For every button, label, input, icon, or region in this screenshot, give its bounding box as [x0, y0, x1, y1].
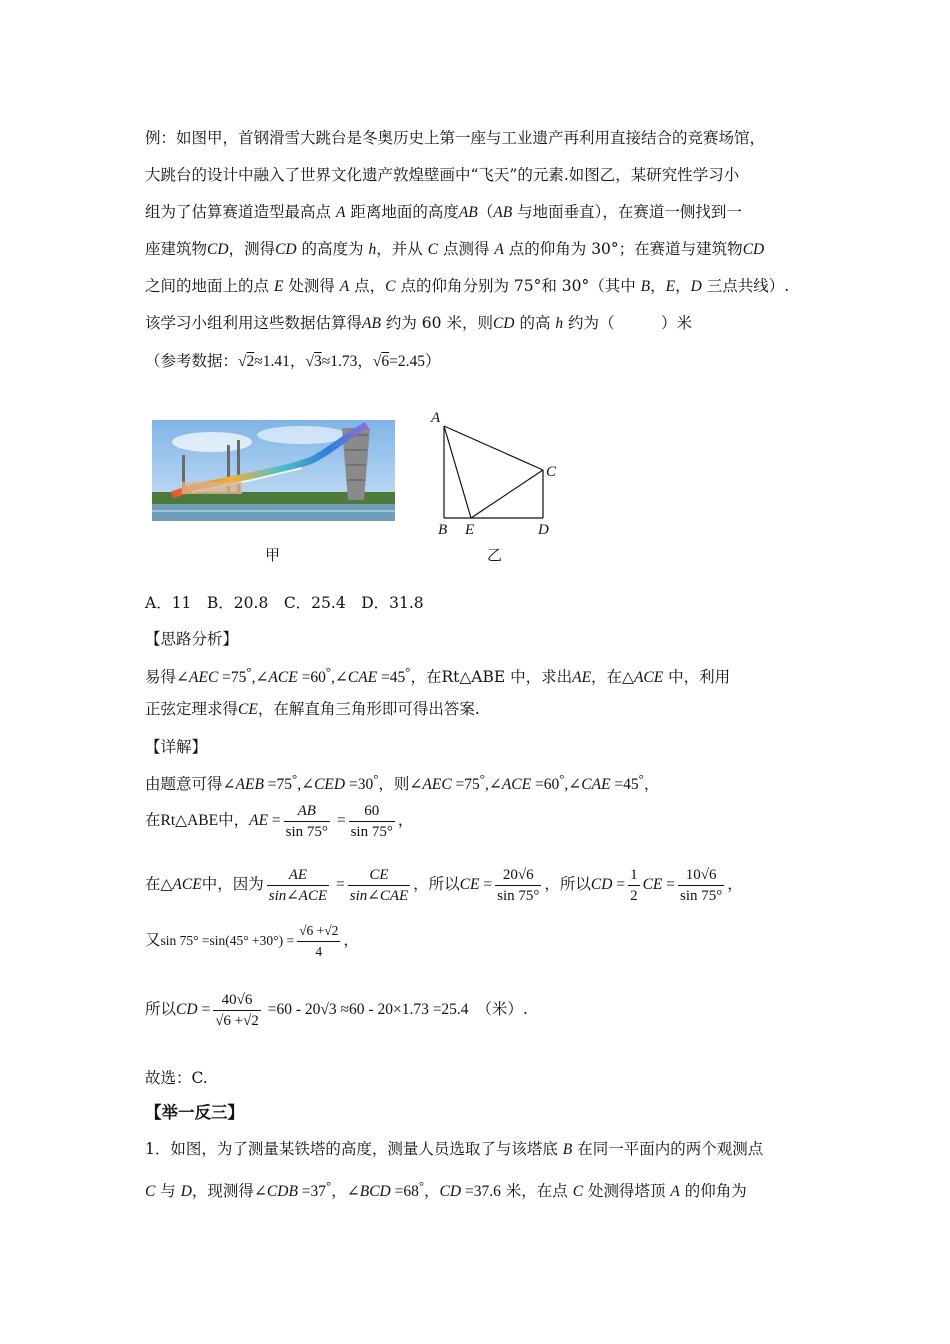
- example-line-6: 该学习小组利用这些数据估算得AB 约为 60 米，则CD 的高 h 约为（ ）米: [145, 314, 693, 332]
- figure-caption-jia: 甲: [265, 546, 281, 564]
- detail-heading: 【详解】: [145, 738, 208, 756]
- detail-line-2: 在Rt△ABE中，AE = $\frac{AB}{\sin 75^\circ}$ = $\frac{60}{\sin 75^\circ}$ ，: [145, 802, 414, 840]
- label-a: A: [431, 410, 441, 426]
- example-line-5: 之间的地面上的点 E 处测得 A 点，C 点的仰角分别为 75°和 30°（其中 B，E，D 三点共线）.: [145, 277, 790, 295]
- detail-line-1: 由题意可得∠AEB =75°,∠CED =30°，则∠AEC =75°,∠ACE =60°,∠CAE =45°，: [145, 771, 660, 794]
- example-line-1: 例：如图甲，首钢滑雪大跳台是冬奥历史上第一座与工业遗产再利用直接结合的竞赛场馆，: [145, 129, 766, 147]
- segment-ec: [471, 470, 543, 518]
- reference-data: （参考数据：√2≈1.41，√3≈1.73，√6=2.45）: [145, 352, 441, 370]
- label-d: D: [538, 522, 549, 538]
- label-c: C: [546, 464, 557, 480]
- label-e: E: [465, 522, 475, 538]
- segment-ac: [444, 426, 543, 470]
- detail-line-5: 所以CD = $\frac{40√6}{√6 +√2}$ =60 - 20√3 ≈60 - 20×1.73 =25.4 （米）.: [145, 991, 528, 1029]
- example-line-2: 大跳台的设计中融入了世界文化遗产敦煌壁画中“飞天”的元素.如图乙，某研究性学习小: [145, 166, 740, 184]
- label-b: B: [438, 522, 448, 538]
- practice-heading: 【举一反三】: [145, 1103, 244, 1122]
- example-line-3: 组为了估算赛道造型最高点 A 距离地面的高度AB（AB 与地面垂直），在赛道一侧找到一: [145, 203, 742, 221]
- figure-caption-yi: 乙: [487, 546, 503, 564]
- detail-line-3: 在△ACE中，因为 $\frac{AE}{\text{sin∠ACE}}$ = $\frac{CE}{\text{sin∠CAE}}$ ，所以CE = $\frac{20√6}{\sin 75^\circ}$ ，所以CD = $\frac{1}{2}$ CE = $\frac{10√6}{\sin 75^\circ}$ ，: [145, 866, 743, 904]
- example-line-4: 座建筑物CD，测得CD 的高度为 h，并从 C 点测得 A 点的仰角为 30°；在赛道与建筑物CD: [145, 240, 765, 258]
- segment-ae: [444, 426, 471, 518]
- practice-line-2: C 与 D，现测得∠CDB =37°，∠BCD =68°，CD =37.6 米，在点 C 处测得塔顶 A 的仰角为: [145, 1178, 747, 1201]
- detail-line-4: 又sin 75° =sin(45° +30°) = $\frac{√6 +√2}{4}$ ，: [145, 922, 359, 959]
- practice-line-1: 1．如图，为了测量某铁塔的高度，测量人员选取了与该塔底 B 在同一平面内的两个观测点: [145, 1140, 764, 1158]
- analysis-line-1: 易得∠AEC =75°,∠ACE =60°,∠CAE =45°，在Rt△ABE 中，求出AE，在△ACE 中，利用: [145, 664, 731, 687]
- answer-choices: A．11 B．20.8 C．25.4 D．31.8: [145, 594, 424, 612]
- ski-jump-photo: [152, 420, 395, 521]
- geometry-diagram: [425, 408, 565, 548]
- detail-conclusion: 故选：C.: [145, 1069, 208, 1087]
- analysis-heading: 【思路分析】: [145, 630, 239, 648]
- analysis-line-2: 正弦定理求得CE，在解直角三角形即可得出答案.: [145, 700, 480, 718]
